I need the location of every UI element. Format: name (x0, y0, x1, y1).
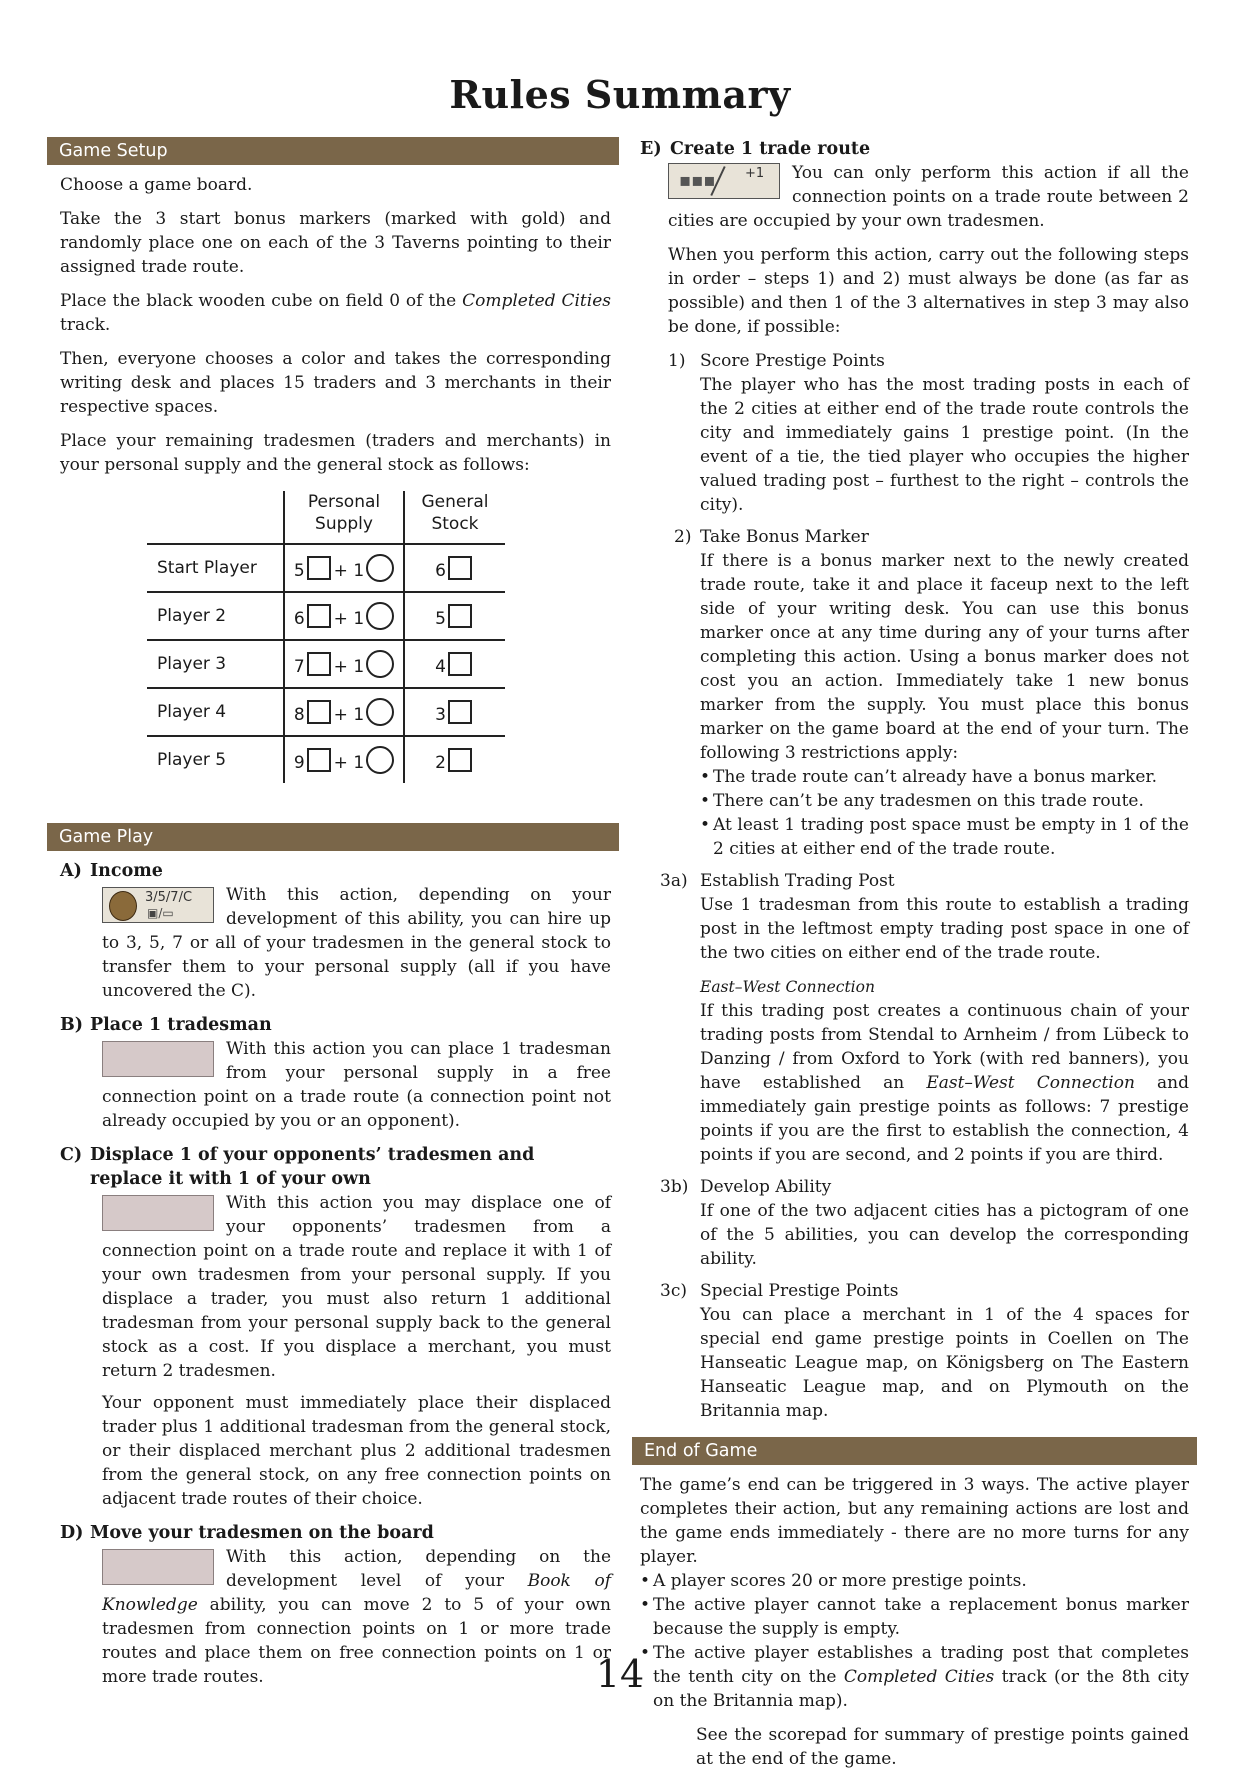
action-heading-displace: C) Displace 1 of your opponents’ tradesmen and replace it with 1 of your own (60, 1145, 535, 1189)
setup-paragraph: Take the 3 start bonus markers (marked with gold) and randomly place one on each of the 3 Taverns pointing to their assigned trade route. (60, 209, 611, 277)
section-header-game-play: Game Play (47, 823, 619, 851)
left-column (47, 137, 619, 1689)
step-item: 3a) Establish Trading Post (660, 871, 895, 891)
east-west-heading: East–West Connection (700, 978, 875, 996)
tradesmen-icon: ▣/▭ (147, 906, 174, 920)
merchant-circle-icon (366, 698, 394, 726)
column-header-general-stock: General Stock (404, 491, 505, 544)
stock-cell: 5 (404, 592, 505, 640)
list-item: • At least 1 trading post space must be empty in 1 of the 2 cities at either end of the trade route. (700, 813, 1189, 861)
list-item: • The active player establishes a trading post that completes the tenth city on the Completed Cities track (or the 8th city on the Britannia map). (640, 1641, 1189, 1713)
trader-square-icon (448, 556, 472, 580)
trader-square-icon (307, 604, 331, 628)
merchant-circle-icon (366, 746, 394, 774)
place-action-icon (102, 1041, 214, 1077)
trader-square-icon (448, 748, 472, 772)
action-description: When you perform this action, carry out the following steps in order – steps 1) and 2) must always be done (as far as possible) and then 1 of the 3 alternatives in step 3 may also be done, if possible: (668, 245, 1189, 337)
scorepad-note: See the scorepad for summary of prestige points gained at the end of the game. (696, 1725, 1189, 1769)
restriction-list (668, 765, 1189, 861)
step-text: If this trading post creates a continuous chain of your trading posts from Stendal to Arnheim / from Lübeck to Danzing / from Oxford to York (with red banners), you have established an East–West Connection and immediately gain prestige points as follows: 7 prestige points if you are the first to establish the connection, 4 points if you are second, and 2 points if you are third. (700, 1001, 1189, 1165)
player-label: Player 5 (147, 736, 284, 783)
player-label: Player 2 (147, 592, 284, 640)
move-action-icon (102, 1549, 214, 1585)
merchant-circle-icon (366, 650, 394, 678)
merchant-circle-icon (366, 602, 394, 630)
section-header-end-of-game: End of Game (632, 1437, 1197, 1465)
supply-cell: 6 + 1 (284, 592, 404, 640)
trader-square-icon (448, 700, 472, 724)
step-text: If there is a bonus marker next to the newly created trade route, take it and place it faceup next to the left side of your writing desk. You can use this bonus marker once at any time during any of your turns after completing this action. Using a bonus marker does not cost you an action. Immediately take 1 new bonus marker from the supply. You must place this bonus marker on the game board at the end of your turn. The following 3 restrictions apply: (700, 551, 1189, 763)
income-action-icon: 3/5/7/C ▣/▭ (102, 887, 214, 923)
action-description: With this action, depending on the development level of your Book of Knowledge ability, you can move 2 to 5 of your own tradesmen from connection points on 1 or more trade routes and place them on free connection points on 1 or more trade routes. (102, 1547, 611, 1687)
action-heading-place-tradesman: B) Place 1 tradesman (60, 1015, 272, 1035)
stock-cell: 2 (404, 736, 505, 783)
money-bag-icon (109, 891, 137, 921)
table-row (147, 544, 505, 592)
setup-paragraph: Place the black wooden cube on field 0 of the Completed Cities track. (60, 291, 611, 335)
list-item: • The trade route can’t already have a bonus marker. (700, 765, 1189, 789)
step-text: If one of the two adjacent cities has a pictogram of one of the 5 abilities, you can develop the corresponding ability. (700, 1201, 1189, 1269)
table-row (147, 688, 505, 736)
end-paragraph: The game’s end can be triggered in 3 ways. The active player completes their action, but any remaining actions are lost and the game ends immediately - there are no more turns for any player. (640, 1475, 1189, 1567)
displace-action-icon (102, 1195, 214, 1231)
stock-cell: 6 (404, 544, 505, 592)
setup-paragraph: Then, everyone chooses a color and takes the corresponding writing desk and places 15 traders and 3 merchants in their respective spaces. (60, 349, 611, 417)
list-item: • There can’t be any tradesmen on this trade route. (700, 789, 1189, 813)
list-item: • The active player cannot take a replacement bonus marker because the supply is empty. (640, 1593, 1189, 1641)
action-heading-create-route: E) Create 1 trade route (640, 139, 871, 159)
supply-cell: 7 + 1 (284, 640, 404, 688)
table-row (147, 640, 505, 688)
supply-cell: 9 + 1 (284, 736, 404, 783)
column-header-personal-supply: Personal Supply (284, 491, 404, 544)
create-route-action-icon: ▪▪▪ +1 (668, 163, 780, 199)
table-row (147, 736, 505, 783)
table-row (147, 592, 505, 640)
player-label: Player 4 (147, 688, 284, 736)
step-text: The player who has the most trading posts in each of the 2 cities at either end of the trade route controls the city and immediately gains 1 prestige point. (In the event of a tie, the tied player who occupies the higher valued trading post – furthest to the right – controls the city). (700, 375, 1189, 515)
player-label: Player 3 (147, 640, 284, 688)
trader-square-icon (307, 556, 331, 580)
distribution-table (147, 491, 505, 783)
stock-cell: 4 (404, 640, 505, 688)
step-text: Use 1 tradesman from this route to establish a trading post in the leftmost empty trading post space in one of the two cities on either end of the trade route. (700, 895, 1189, 963)
stock-cell: 3 (404, 688, 505, 736)
step-text: You can place a merchant in 1 of the 4 spaces for special end game prestige points in Coellen on The Hanseatic League map, on Königsberg on The Eastern Hanseatic League map, and on Plymouth on the Britannia map. (700, 1305, 1189, 1421)
action-description: With this action you can place 1 tradesman from your personal supply in a free connection point on a trade route (a connection point not already occupied by you or an opponent). (102, 1039, 611, 1131)
action-heading-income: A) Income (60, 861, 163, 881)
setup-paragraph: Place your remaining tradesmen (traders and merchants) in your personal supply and the general stock as follows: (60, 431, 611, 475)
cubes-icon: ▪▪▪ (679, 170, 716, 191)
action-heading-move: D) Move your tradesmen on the board (60, 1523, 434, 1543)
setup-paragraph: Choose a game board. (60, 175, 253, 195)
right-column (632, 137, 1197, 1771)
step-item: 2) Take Bonus Marker (674, 527, 869, 547)
trader-square-icon (307, 700, 331, 724)
action-description: With this action you may displace one of your opponents’ tradesmen from a connection point on a trade route and replace it with 1 of your own tradesmen from your personal supply. If you displace a trader, you must also return 1 additional tradesman from your personal supply back to the general stock as a cost. If you displace a merchant, you must return 2 tradesmen. (102, 1193, 611, 1381)
trader-square-icon (448, 604, 472, 628)
trader-square-icon (307, 748, 331, 772)
action-description: You can only perform this action if all the connection points on a trade route between 2 cities are occupied by your own tradesmen. (668, 163, 1189, 231)
trader-square-icon (448, 652, 472, 676)
page-number: 14 (595, 1652, 645, 1696)
trader-square-icon (307, 652, 331, 676)
list-item: • A player scores 20 or more prestige points. (640, 1569, 1189, 1593)
step-item: 1) Score Prestige Points (668, 351, 885, 371)
page-title: Rules Summary (449, 72, 791, 117)
step-item: 3b) Develop Ability (660, 1177, 832, 1197)
supply-cell: 5 + 1 (284, 544, 404, 592)
step-item: 3c) Special Prestige Points (660, 1281, 899, 1301)
section-header-game-setup: Game Setup (47, 137, 619, 165)
action-description: With this action, depending on your development of this ability, you can hire up to 3, 5, 7 or all of your tradesmen in the general stock to transfer them to your personal supply (all if you have uncovered the C). (102, 885, 611, 1001)
supply-cell: 8 + 1 (284, 688, 404, 736)
merchant-circle-icon (366, 554, 394, 582)
player-label: Start Player (147, 544, 284, 592)
action-description: Your opponent must immediately place their displaced trader plus 1 additional tradesman from the general stock, or their displaced merchant plus 2 additional tradesmen from the general stock, on any free connection points on adjacent trade routes of their choice. (102, 1393, 611, 1509)
